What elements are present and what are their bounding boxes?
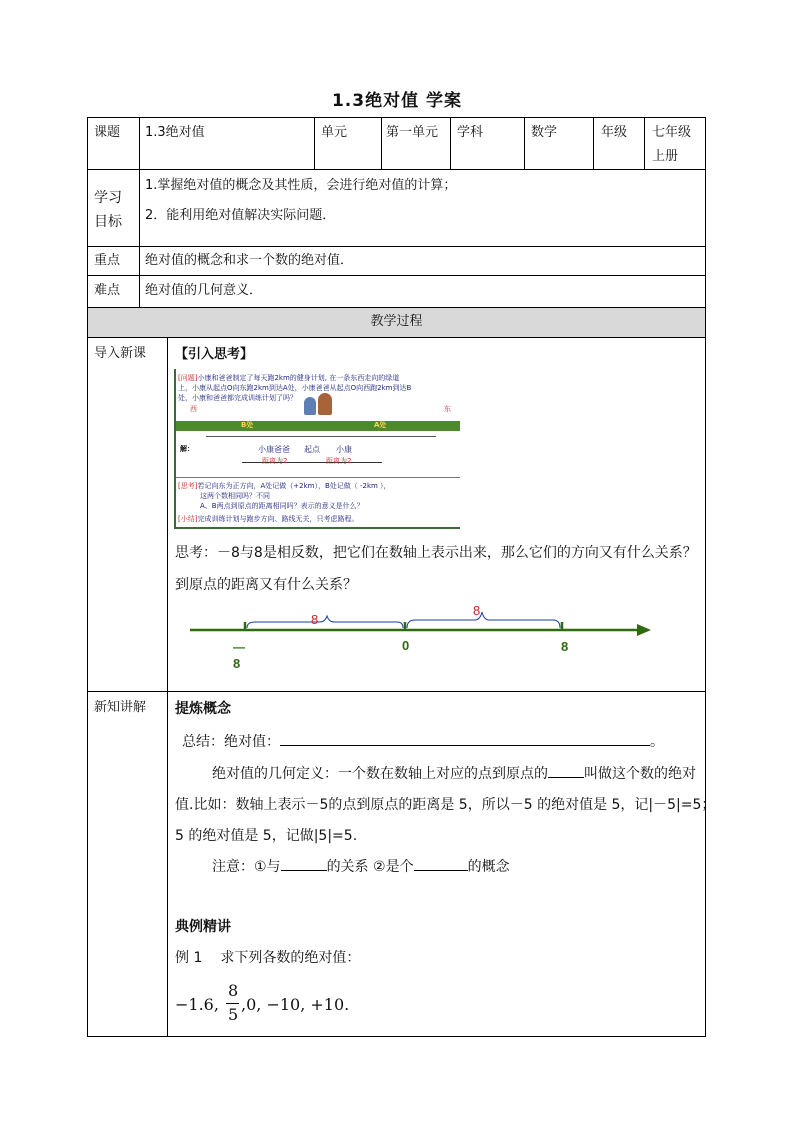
summary-blank[interactable] xyxy=(280,731,650,746)
dad-icon xyxy=(318,393,332,415)
number-line-arrow xyxy=(637,624,651,636)
subject-label: 学科 xyxy=(457,125,484,140)
goals-label-line1: 学习 xyxy=(94,190,122,206)
figure-problem-line1: 小康和爸爸制定了每天跑2km的健身计划, 在一条东西走向的绿道 xyxy=(197,374,400,382)
figure-summary-tag: [小结] xyxy=(178,515,198,523)
expr-a: −1.6, xyxy=(175,995,219,1014)
tick-left-num: 8 xyxy=(233,656,241,670)
note-blank-2[interactable] xyxy=(414,856,468,871)
grade-value-line2: 上册 xyxy=(652,149,679,164)
geo-line1b: 叫做这个数的绝对 xyxy=(584,766,696,782)
new-knowledge-label: 新知讲解 xyxy=(94,700,147,715)
example-heading: 典例精讲 xyxy=(175,919,231,935)
figure-think-tag: [思考] xyxy=(178,482,198,490)
geo-line3: 5 的绝对值是 5，记做|5|=5. xyxy=(175,828,358,844)
tick-mid: 0 xyxy=(402,638,410,653)
process-header: 教学过程 xyxy=(370,314,423,329)
frac-num: 8 xyxy=(228,981,239,1000)
figure-b-label: B处 xyxy=(241,421,254,429)
intro-question-line2: 到原点的距离又有什么关系？ xyxy=(175,577,357,593)
expr-b: ,0, −10, +10. xyxy=(241,995,350,1014)
figure-think-line3: B两点到原点的距离相同吗？表示的意义是什么？ xyxy=(211,502,364,510)
key-point-text: 绝对值的概念和求一个数的绝对值． xyxy=(145,253,354,268)
goal-item-2: 2．能利用绝对值解决实际问题． xyxy=(145,208,336,223)
track xyxy=(176,421,460,431)
note-b: 的关系 ②是个 xyxy=(326,859,414,875)
grade-label: 年级 xyxy=(601,125,628,140)
difficulty-label: 难点 xyxy=(94,283,121,298)
figure-bottom-line xyxy=(176,527,460,529)
note-blank-1[interactable] xyxy=(281,856,327,871)
figure-dad: 小康爸爸 xyxy=(258,445,290,454)
intro-question-line1: 思考：－8与8是相反数，把它们在数轴上表示出来，那么它们的方向又有什么关系？ xyxy=(175,545,697,561)
key-point-label: 重点 xyxy=(94,253,121,268)
difficulty-text: 绝对值的几何意义． xyxy=(145,283,263,298)
runner-icon xyxy=(304,397,316,415)
example-label: 例 1 xyxy=(175,950,203,966)
topic-label: 课题 xyxy=(94,125,121,140)
goal-item-1: 1.掌握绝对值的概念及其性质，会进行绝对值的计算； xyxy=(145,178,457,193)
brace-right-label: 8 xyxy=(473,603,481,618)
tick-right: 8 xyxy=(561,639,569,654)
intro-figure xyxy=(174,369,460,529)
figure-think-line2: 这两个数相同吗？不同 xyxy=(200,492,270,500)
topic-value: 1.3绝对值 xyxy=(145,125,205,140)
figure-kang: 小康 xyxy=(336,445,352,454)
unit-value: 第一单元 xyxy=(386,125,439,140)
nk-summary-prefix: 总结：绝对值： xyxy=(182,734,280,750)
brace-left xyxy=(247,616,403,628)
grade-value-line1: 七年级 xyxy=(652,125,692,140)
geo-line1a: 绝对值的几何定义：一个数在数轴上对应的点到原点的 xyxy=(212,766,548,782)
geo-blank[interactable] xyxy=(548,763,584,778)
figure-dist-left: 距离为2 xyxy=(262,457,288,465)
figure-east: 东 xyxy=(444,405,451,413)
figure-west: 西 xyxy=(190,405,197,413)
note-c: 的概念 xyxy=(467,859,510,875)
figure-a-label: A处 xyxy=(374,421,387,429)
figure-problem-tag: [问题] xyxy=(178,374,198,382)
figure-summary-text: 完成训练计划与跑步方向、路线无关，只考虑路程。 xyxy=(197,515,359,523)
example-text: 求下列各数的绝对值： xyxy=(220,950,361,966)
brace-right xyxy=(407,612,560,628)
tick-left-sign: — xyxy=(233,640,245,654)
figure-axis xyxy=(206,436,436,437)
brace-left-label: 8 xyxy=(311,612,319,627)
nk-summary-end: 。 xyxy=(650,734,664,750)
goals-label-line2: 目标 xyxy=(94,214,122,230)
subject-value: 数学 xyxy=(531,125,558,140)
intro-label: 导入新课 xyxy=(94,346,147,361)
figure-separator xyxy=(176,477,460,478)
figure-think-prefix3: A、 xyxy=(200,502,212,510)
note-a: 注意：①与 xyxy=(212,859,281,875)
figure-think-line1: 若记向东为正方向，A处记做（+2km），B处记做（ -2km ）， xyxy=(197,482,391,490)
figure-origin: 起点 xyxy=(304,445,320,454)
unit-label: 单元 xyxy=(321,125,348,140)
frac-den: 5 xyxy=(228,1005,239,1024)
frac-bar xyxy=(226,1003,239,1004)
figure-problem-line3: 处，小康和爸爸都完成训练计划了吗？ xyxy=(178,394,297,402)
number-line xyxy=(175,600,665,670)
intro-heading: 【引入思考】 xyxy=(175,347,254,362)
figure-solve: 解： xyxy=(180,445,194,453)
nk-heading: 提炼概念 xyxy=(175,701,231,717)
figure-dist-right: 距离为2 xyxy=(326,457,352,465)
figure-problem-line2: 上，小康从起点O向东跑2km到达A处，小康爸爸从起点O向西跑2km到达B xyxy=(178,384,412,392)
page-title: 1.3绝对值 学案 xyxy=(331,91,463,111)
geo-line2: 值.比如：数轴上表示－5的点到原点的距离是 5，所以－5 的绝对值是 5，记|－5|=5； xyxy=(175,797,716,813)
